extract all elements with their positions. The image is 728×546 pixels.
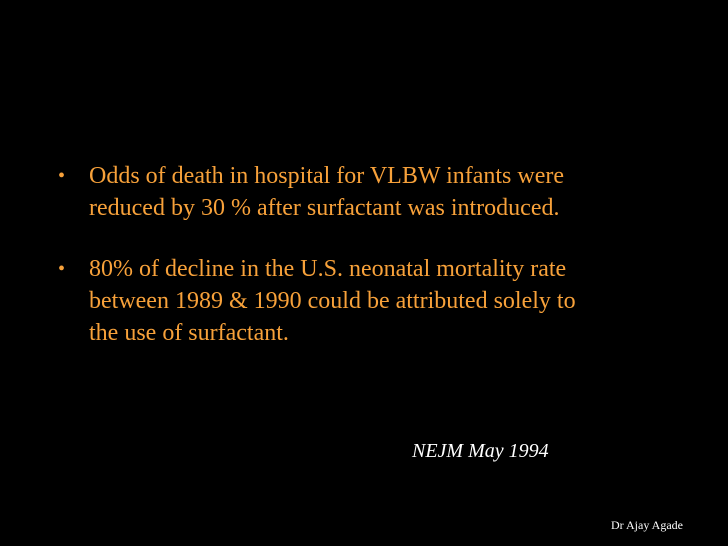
bullet-list <box>58 160 698 378</box>
bullet-line: the use of surfactant. <box>89 320 289 346</box>
bullet-dot-icon: • <box>58 165 66 187</box>
bullet-line: Odds of death in hospital for VLBW infants were <box>89 163 565 189</box>
bullet-line: 80% of decline in the U.S. neonatal mortality rate <box>89 256 567 282</box>
bullet-item-mortality-decline <box>58 253 698 349</box>
author-credit: Dr Ajay Agade <box>611 518 683 532</box>
citation: NEJM May 1994 <box>412 440 549 462</box>
bullet-line: reduced by 30 % after surfactant was introduced. <box>89 195 560 221</box>
bullet-item-surfactant-odds <box>58 160 698 224</box>
bullet-line: between 1989 & 1990 could be attributed solely to <box>89 288 576 314</box>
bullet-dot-icon: • <box>58 258 66 280</box>
